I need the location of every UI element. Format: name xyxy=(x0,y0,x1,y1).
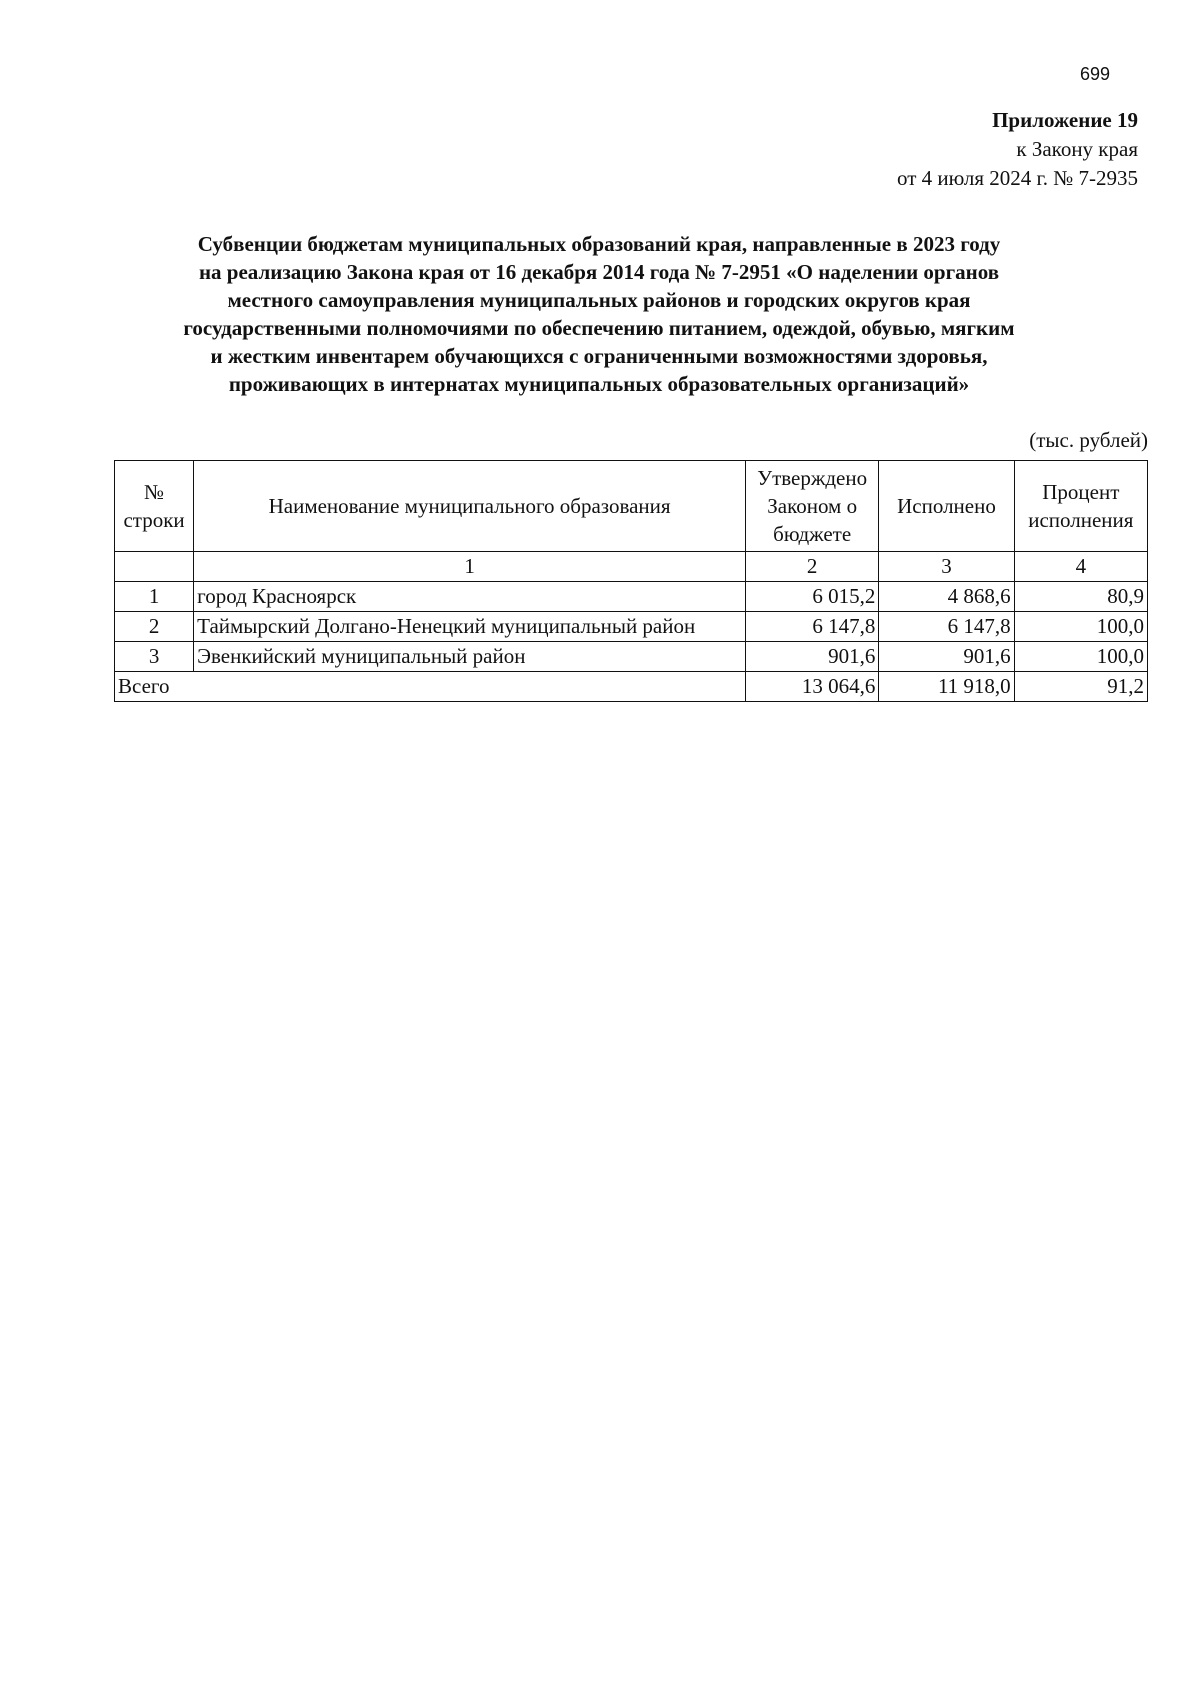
column-number: 3 xyxy=(879,552,1014,582)
row-number: 3 xyxy=(115,642,194,672)
execution-percent: 80,9 xyxy=(1014,582,1147,612)
approved-amount: 6 147,8 xyxy=(746,612,879,642)
approved-amount: 6 015,2 xyxy=(746,582,879,612)
execution-percent: 100,0 xyxy=(1014,642,1147,672)
appendix-law-date: от 4 июля 2024 г. № 7-2935 xyxy=(897,166,1138,190)
table-row xyxy=(115,582,1148,612)
title-line: проживающих в интернатах муниципальных образовательных организаций» xyxy=(228,372,970,396)
appendix-title: Приложение 19 xyxy=(992,108,1138,132)
column-number xyxy=(115,552,194,582)
title-line: государственными полномочиями по обеспечению питанием, одеждой, обувью, мягким xyxy=(183,316,1015,340)
header-municipality-name: Наименование муниципального образования xyxy=(194,461,746,552)
page-number: 699 xyxy=(1079,64,1110,84)
executed-amount: 4 868,6 xyxy=(879,582,1014,612)
total-executed: 11 918,0 xyxy=(879,672,1014,702)
title-line: местного самоуправления муниципальных районов и городских округов края xyxy=(227,288,971,312)
total-label: Всего xyxy=(115,672,746,702)
table-row xyxy=(115,612,1148,642)
header-row-number: № строки xyxy=(115,461,194,552)
appendix-law-ref: к Закону края xyxy=(1016,137,1138,161)
executed-amount: 901,6 xyxy=(879,642,1014,672)
execution-percent: 100,0 xyxy=(1014,612,1147,642)
table-header-row xyxy=(115,461,1148,552)
table-row xyxy=(115,642,1148,672)
column-number: 2 xyxy=(746,552,879,582)
total-approved: 13 064,6 xyxy=(746,672,879,702)
subventions-table xyxy=(114,460,1148,702)
column-number: 1 xyxy=(194,552,746,582)
appendix-header xyxy=(897,106,1138,193)
title-line: Субвенции бюджетам муниципальных образований края, направленные в 2023 году xyxy=(197,232,1001,256)
row-number: 2 xyxy=(115,612,194,642)
header-percent: Процент исполнения xyxy=(1014,461,1147,552)
column-number: 4 xyxy=(1014,552,1147,582)
total-row xyxy=(115,672,1148,702)
column-number-row xyxy=(115,552,1148,582)
municipality-name: Таймырский Долгано-Ненецкий муниципальный район xyxy=(194,612,746,642)
executed-amount: 6 147,8 xyxy=(879,612,1014,642)
municipality-name: Эвенкийский муниципальный район xyxy=(194,642,746,672)
municipality-name: город Красноярск xyxy=(194,582,746,612)
document-title xyxy=(120,230,1078,398)
title-line: и жестким инвентарем обучающихся с ограниченными возможностями здоровья, xyxy=(210,344,988,368)
row-number: 1 xyxy=(115,582,194,612)
header-approved: Утверждено Законом о бюджете xyxy=(746,461,879,552)
title-line: на реализацию Закона края от 16 декабря 2014 года № 7-2951 «О наделении органов xyxy=(198,260,1000,284)
units-label: (тыс. рублей) xyxy=(1029,428,1148,452)
approved-amount: 901,6 xyxy=(746,642,879,672)
total-percent: 91,2 xyxy=(1014,672,1147,702)
header-executed: Исполнено xyxy=(879,461,1014,552)
